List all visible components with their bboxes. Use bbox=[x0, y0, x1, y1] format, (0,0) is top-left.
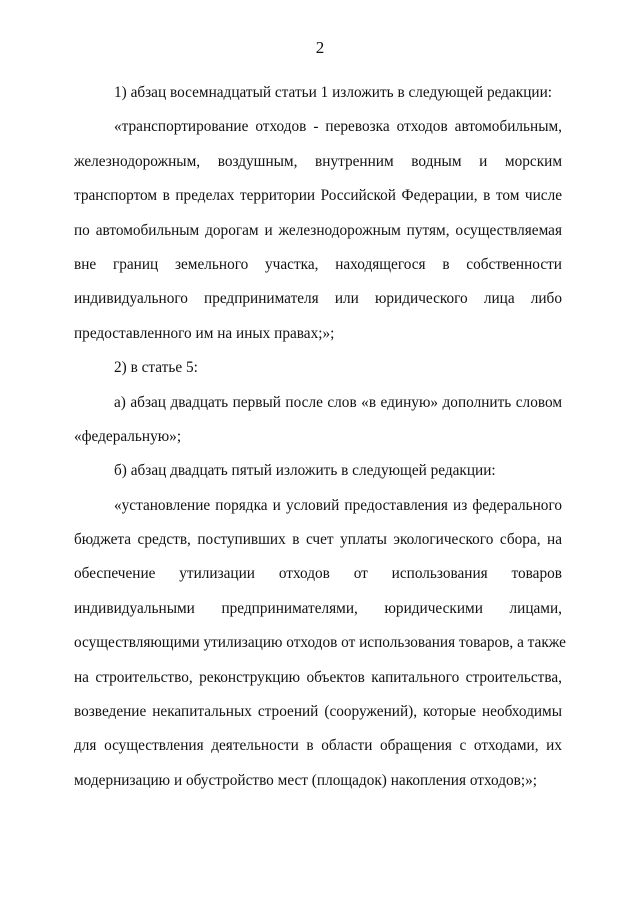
text-line: предоставленного им на иных правах;»; bbox=[74, 324, 335, 342]
document-body bbox=[74, 76, 566, 798]
text-line: вне границ земельного участка, находящегося в собственности bbox=[74, 255, 562, 273]
page-number: 2 bbox=[315, 38, 325, 57]
text-line: железнодорожным, воздушным, внутренним водным и морским bbox=[74, 152, 562, 170]
text-line: «транспортирование отходов - перевозка отходов автомобильным, bbox=[114, 118, 562, 136]
text-line: 1) абзац восемнадцатый статьи 1 изложить в следующей редакции: bbox=[114, 84, 553, 101]
text-line: обеспечение утилизации отходов от использования товаров bbox=[74, 565, 562, 583]
text-line: для осуществления деятельности в области обращения с отходами, их bbox=[74, 737, 562, 755]
text-line: возведение некапитальных строений (сооружений), которые необходимы bbox=[74, 703, 562, 721]
text-line: бюджета средств, поступивших в счет уплаты экологического сбора, на bbox=[74, 531, 562, 549]
text-line: на строительство, реконструкцию объектов капитального строительства, bbox=[74, 668, 562, 686]
text-line: транспортом в пределах территории Российской Федерации, в том числе bbox=[74, 187, 562, 205]
text-line: индивидуальными предпринимателями, юридическими лицами, bbox=[74, 599, 562, 617]
text-line: модернизацию и обустройство мест (площадок) накопления отходов;»; bbox=[74, 771, 538, 789]
text-line: осуществляющими утилизацию отходов от использования товаров, а также bbox=[74, 634, 566, 652]
text-line: по автомобильным дорогам и железнодорожным путям, осуществляемая bbox=[74, 221, 562, 239]
text-line: 2) в статье 5: bbox=[114, 359, 198, 377]
text-line: б) абзац двадцать пятый изложить в следующей редакции: bbox=[114, 462, 496, 480]
text-line: «установление порядка и условий предоставления из федерального bbox=[114, 496, 562, 514]
text-line: а) абзац двадцать первый после слов «в единую» дополнить словом bbox=[114, 393, 562, 411]
text-line: «федеральную»; bbox=[74, 427, 182, 445]
text-line: индивидуального предпринимателя или юридического лица либо bbox=[74, 290, 562, 308]
